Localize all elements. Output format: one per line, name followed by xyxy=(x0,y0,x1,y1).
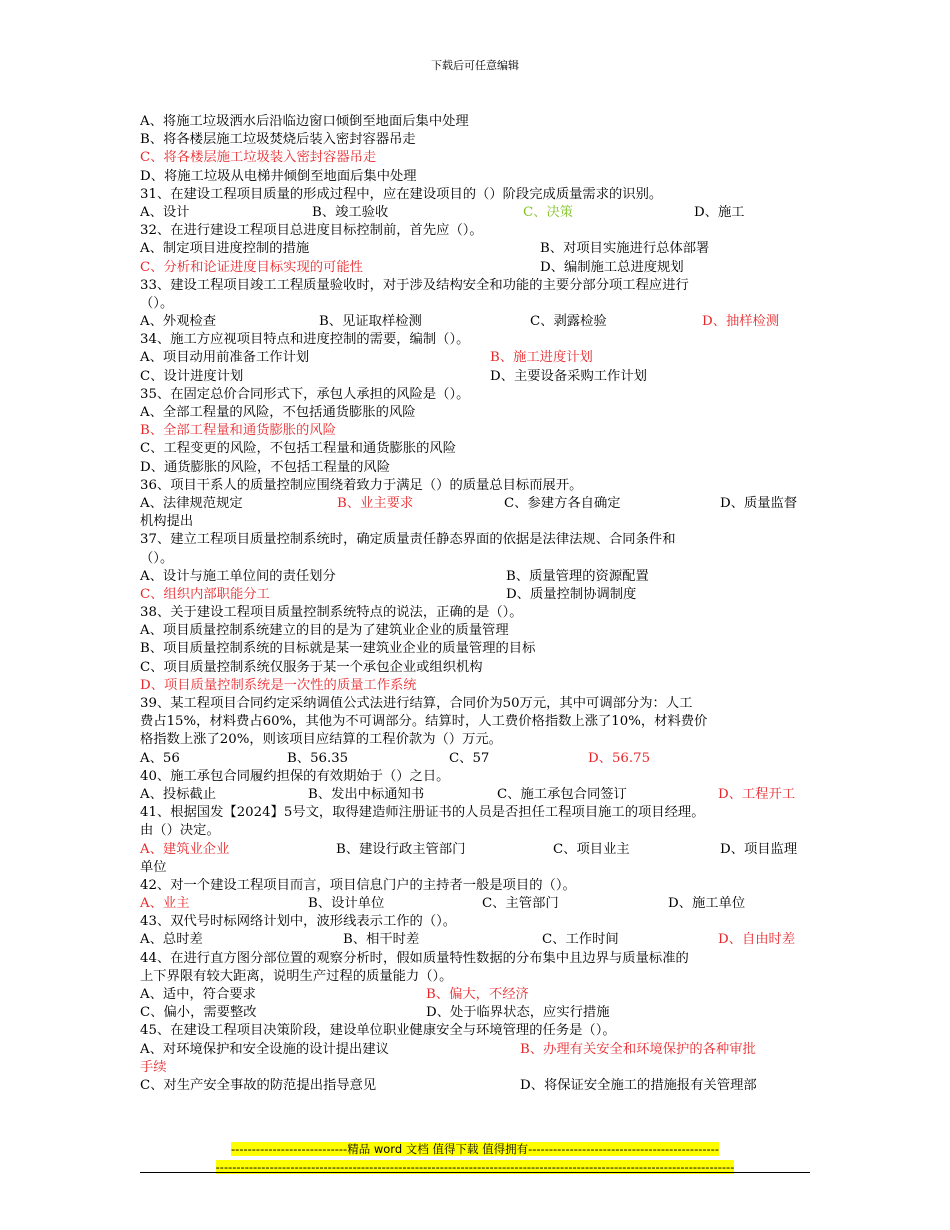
answer-text: A、建筑业企业 xyxy=(140,841,230,857)
answer-text: B、全部工程量和通货膨胀的风险 xyxy=(140,423,336,439)
text-segment: C、工程变更的风险，不包括工程量和通货膨胀的风险 xyxy=(140,441,457,457)
text-segment: A、全部工程量的风险，不包括通货膨胀的风险 xyxy=(140,405,416,420)
text-segment: C、剥露检验 xyxy=(530,314,607,330)
text-segment: B、56.35 xyxy=(287,750,349,766)
text-segment: C、施工承包合同签订 xyxy=(497,786,627,802)
text-line xyxy=(140,750,810,768)
text-segment: C、主管部门 xyxy=(482,896,559,912)
text-line xyxy=(140,186,810,204)
text-segment: 机构提出 xyxy=(140,514,194,530)
text-segment: A、投标截止 xyxy=(140,786,217,802)
text-segment: C、57 xyxy=(449,750,490,766)
text-segment: A、设计 xyxy=(140,204,190,220)
text-line xyxy=(140,731,810,749)
answer-text: 手续 xyxy=(140,1059,167,1075)
text-line xyxy=(140,968,810,986)
text-segment: B、对项目实施进行总体部署 xyxy=(540,241,710,257)
answer-text: D、自由时差 xyxy=(718,932,796,948)
text-segment: C、设计进度计划 xyxy=(140,368,244,384)
text-segment: 35、在固定总价合同形式下，承包人承担的风险是（）。 xyxy=(140,386,470,402)
text-segment: B、项目质量控制系统的目标就是某一建筑业企业的质量管理的目标 xyxy=(140,641,536,657)
text-segment: A、将施工垃圾洒水后沿临边窗口倾倒至地面后集中处理 xyxy=(140,114,469,129)
highlighted-option: C、决策 xyxy=(523,204,574,220)
text-segment: 37、建立工程项目质量控制系统时，确定质量责任静态界面的依据是法律法规、合同条件和 xyxy=(140,532,676,548)
text-segment: B、质量管理的资源配置 xyxy=(506,568,649,584)
text-segment: （）。 xyxy=(140,550,174,566)
text-segment: C、项目质量控制系统仅服务于某一个承包企业或组织机构 xyxy=(140,659,483,675)
answer-text: C、分析和论证进度目标实现的可能性 xyxy=(140,259,363,275)
text-segment: 由（）决定。 xyxy=(140,823,220,839)
text-line xyxy=(140,295,810,313)
text-segment: B、竣工验收 xyxy=(312,204,389,220)
text-segment: D、编制施工总进度规划 xyxy=(540,259,684,275)
text-segment: D、项目监理 xyxy=(720,841,798,857)
text-line xyxy=(140,1059,810,1077)
text-line xyxy=(140,1022,810,1040)
text-segment: D、质量监督 xyxy=(720,495,798,511)
text-line xyxy=(140,440,810,458)
text-segment: D、处于临界状态，应实行措施 xyxy=(426,1005,610,1021)
text-line xyxy=(140,222,810,240)
answer-text: C、将各楼层施工垃圾装入密封容器吊走 xyxy=(140,150,377,166)
answer-text: D、抽样检测 xyxy=(702,314,780,330)
text-line xyxy=(140,277,810,295)
footer-divider-text: ----------------------------------------------------------------------------------------------------------------------------- xyxy=(215,1160,735,1174)
text-segment: 43、双代号时标网络计划中，波形线表示工作的（）。 xyxy=(140,914,457,930)
text-segment: D、主要设备采购工作计划 xyxy=(490,368,647,384)
text-line xyxy=(140,986,810,1004)
text-line xyxy=(140,1077,810,1095)
text-segment: 41、根据国发【2024】5号文，取得建造师注册证书的人员是否担任工程项目施工的项目经理。 xyxy=(140,805,705,821)
text-segment: B、将各楼层施工垃圾焚烧后装入密封容器吊走 xyxy=(140,132,416,148)
text-line xyxy=(140,131,810,149)
text-segment: 上下界限有较大距离，说明生产过程的质量能力（）。 xyxy=(140,968,453,984)
text-segment: C、对生产安全事故的防范提出指导意见 xyxy=(140,1077,377,1093)
answer-text: D、项目质量控制系统是一次性的质量工作系统 xyxy=(140,677,417,693)
text-segment: A、项目动用前准备工作计划 xyxy=(140,350,310,366)
text-segment: 42、对一个建设工程项目而言，项目信息门户的主持者一般是项目的（）。 xyxy=(140,877,576,893)
text-line xyxy=(140,313,810,331)
text-line xyxy=(140,859,810,877)
text-line xyxy=(140,695,810,713)
text-line xyxy=(140,149,810,167)
text-segment: 39、某工程项目合同约定采纳调值公式法进行结算，合同价为50万元，其中可调部分为：人工 xyxy=(140,696,693,711)
text-line xyxy=(140,240,810,258)
text-segment: B、相干时差 xyxy=(343,932,420,948)
footer-banner-text: ----------------------------精品 word 文档 值得下载 值得拥有---------------------------------------------- xyxy=(231,1142,719,1156)
text-segment: A、法律规范规定 xyxy=(140,495,243,511)
answer-text: C、组织内部职能分工 xyxy=(140,586,270,602)
text-line xyxy=(140,713,810,731)
text-line xyxy=(140,841,810,859)
text-line xyxy=(140,113,810,131)
text-segment: 31、在建设工程项目质量的形成过程中，应在建设项目的（）阶段完成质量需求的识别。 xyxy=(140,186,663,202)
text-segment: A、总时差 xyxy=(140,932,203,948)
text-line xyxy=(140,804,810,822)
text-line xyxy=(140,786,810,804)
text-line xyxy=(140,931,810,949)
text-line xyxy=(140,550,810,568)
text-line xyxy=(140,422,810,440)
text-segment: C、偏小，需要整改 xyxy=(140,1005,257,1021)
text-line xyxy=(140,568,810,586)
text-segment: D、将施工垃圾从电梯井倾倒至地面后集中处理 xyxy=(140,168,417,184)
text-line xyxy=(140,477,810,495)
text-segment: D、将保证安全施工的措施报有关管理部 xyxy=(520,1077,757,1093)
text-segment: 32、在进行建设工程项目总进度目标控制前，首先应（）。 xyxy=(140,223,483,239)
text-line xyxy=(140,950,810,968)
text-segment: B、发出中标通知书 xyxy=(308,786,425,802)
text-segment: 34、施工方应视项目特点和进度控制的需要，编制（）。 xyxy=(140,332,470,348)
text-line xyxy=(140,331,810,349)
text-line xyxy=(140,604,810,622)
text-line xyxy=(140,368,810,386)
text-line xyxy=(140,513,810,531)
text-line xyxy=(140,622,810,640)
text-segment: A、项目质量控制系统建立的目的是为了建筑业企业的质量管理 xyxy=(140,623,509,639)
page-header: 下载后可任意编辑 xyxy=(431,59,519,72)
text-segment: D、施工 xyxy=(694,204,745,220)
answer-text: B、施工进度计划 xyxy=(490,350,593,366)
answer-text: B、办理有关安全和环境保护的各种审批 xyxy=(520,1041,756,1057)
text-segment: D、通货膨胀的风险，不包括工程量的风险 xyxy=(140,459,391,475)
answer-text: A、业主 xyxy=(140,896,190,912)
text-segment: 33、建设工程项目竣工工程质量验收时，对于涉及结构安全和功能的主要分部分项工程应进行 xyxy=(140,277,689,293)
text-line xyxy=(140,822,810,840)
text-line xyxy=(140,659,810,677)
text-line xyxy=(140,895,810,913)
text-line xyxy=(140,404,810,422)
text-line xyxy=(140,677,810,695)
text-segment: A、外观检查 xyxy=(140,314,217,330)
text-line xyxy=(140,204,810,222)
text-line xyxy=(140,495,810,513)
text-segment: 36、项目干系人的质量控制应围绕着致力于满足（）的质量总目标而展开。 xyxy=(140,477,583,493)
text-line xyxy=(140,913,810,931)
text-segment: D、施工单位 xyxy=(668,896,746,912)
text-line xyxy=(140,1004,810,1022)
text-segment: A、适中，符合要求 xyxy=(140,987,256,1002)
text-segment: 格指数上涨了20%，则该项目应结算的工程价款为（）万元。 xyxy=(140,732,502,748)
text-line xyxy=(140,386,810,404)
text-segment: A、对环境保护和安全设施的设计提出建议 xyxy=(140,1041,389,1057)
text-segment: A、制定项目进度控制的措施 xyxy=(140,241,310,257)
footer-rule xyxy=(140,1172,810,1173)
text-line xyxy=(140,586,810,604)
text-segment: A、设计与施工单位间的责任划分 xyxy=(140,568,336,584)
text-line xyxy=(140,1041,810,1059)
text-segment: C、工作时间 xyxy=(542,932,619,948)
text-segment: C、项目业主 xyxy=(553,841,630,857)
text-line xyxy=(140,531,810,549)
answer-text: B、业主要求 xyxy=(337,495,414,511)
footer-banner xyxy=(0,1138,950,1157)
text-line xyxy=(140,459,810,477)
text-segment: （）。 xyxy=(140,295,174,311)
text-segment: 费占15%，材料费占60%，其他为不可调部分。结算时，人工费价格指数上涨了10%，材料费价 xyxy=(140,714,708,730)
text-segment: D、质量控制协调制度 xyxy=(506,586,637,602)
text-line xyxy=(140,259,810,277)
text-segment: B、设计单位 xyxy=(308,896,385,912)
text-line xyxy=(140,768,810,786)
text-line xyxy=(140,877,810,895)
text-line xyxy=(140,349,810,367)
text-segment: 38、关于建设工程项目质量控制系统特点的说法，正确的是（）。 xyxy=(140,605,523,621)
answer-text: D、56.75 xyxy=(588,750,651,766)
text-segment: C、参建方各自确定 xyxy=(504,495,621,511)
text-line xyxy=(140,168,810,186)
document-body xyxy=(140,113,810,1095)
text-segment: B、见证取样检测 xyxy=(319,314,422,330)
text-segment: 45、在建设工程项目决策阶段，建设单位职业健康安全与环境管理的任务是（）。 xyxy=(140,1023,616,1039)
text-segment: A、56 xyxy=(140,750,180,766)
text-line xyxy=(140,640,810,658)
text-segment: B、建设行政主管部门 xyxy=(336,841,466,857)
text-segment: 40、施工承包合同履约担保的有效期始于（）之日。 xyxy=(140,768,450,784)
text-segment: 44、在进行直方图分部位置的观察分析时，假如质量特性数据的分布集中且边界与质量标准的 xyxy=(140,950,689,966)
answer-text: B、偏大，不经济 xyxy=(426,987,529,1002)
answer-text: D、工程开工 xyxy=(718,786,796,802)
text-segment: 单位 xyxy=(140,859,167,875)
